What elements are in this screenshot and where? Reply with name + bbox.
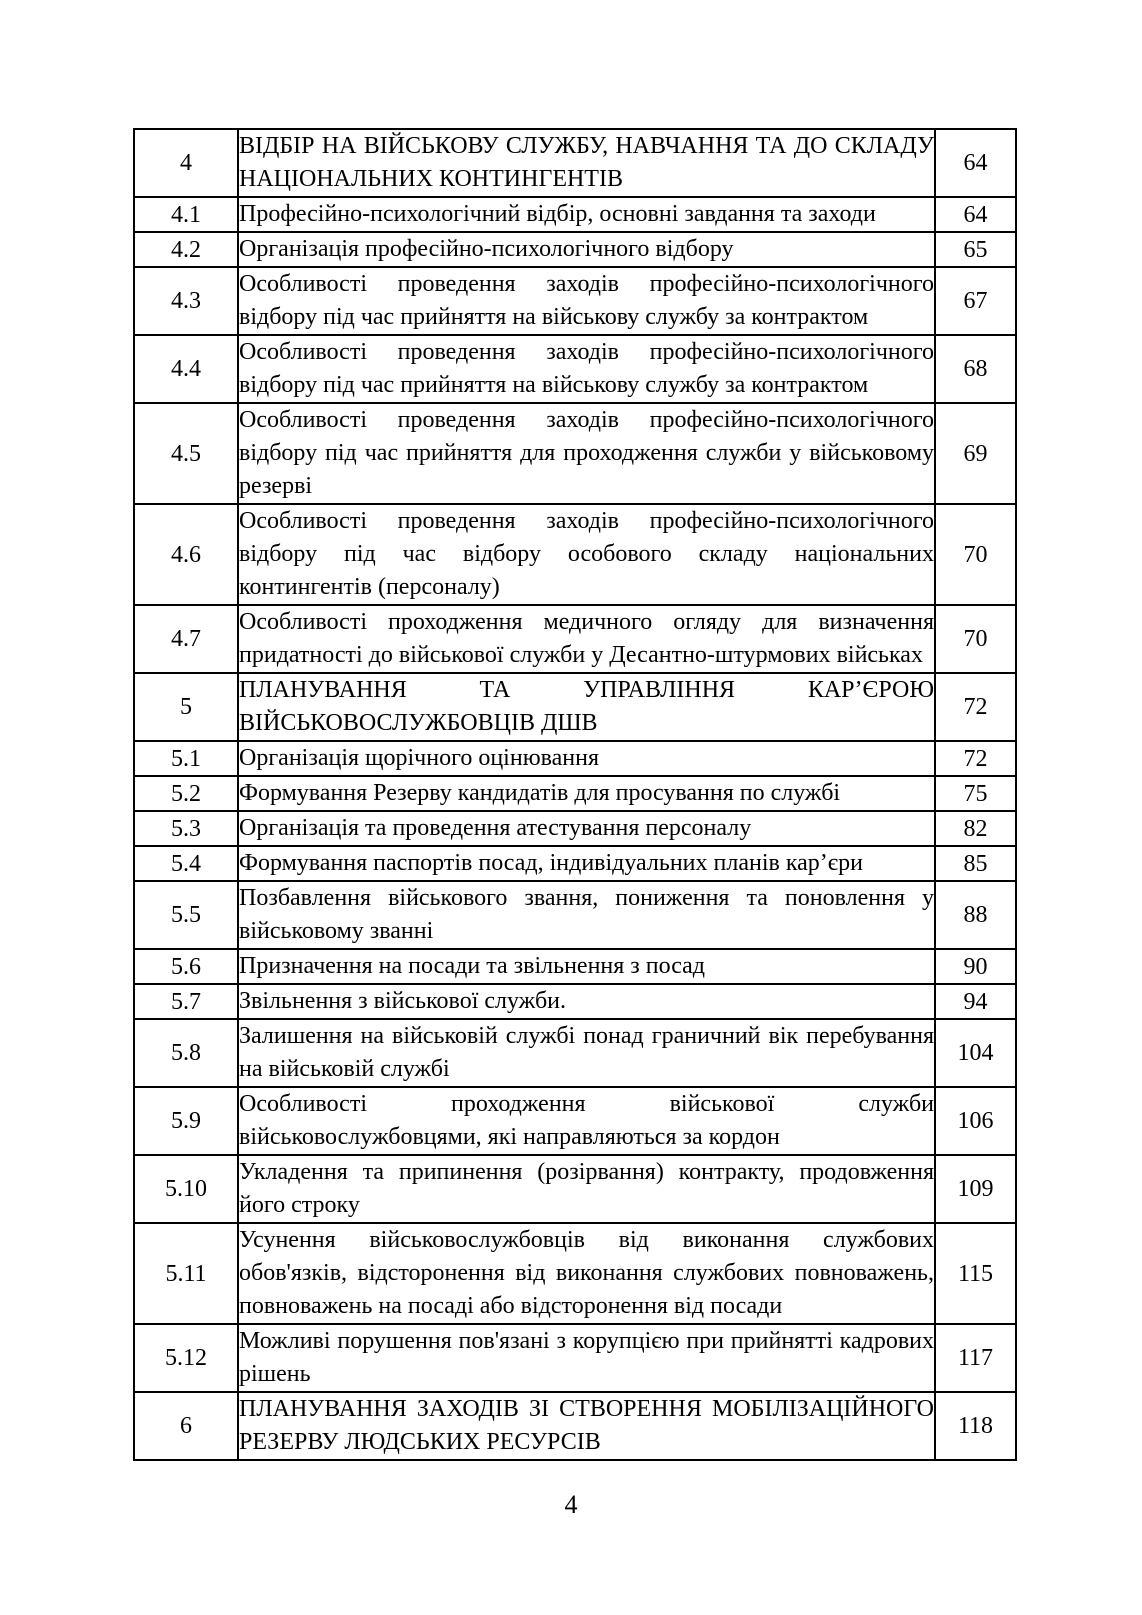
row-page-cell: 64 [935, 129, 1016, 197]
row-number-cell: 4.7 [134, 605, 238, 673]
row-number-cell: 5.12 [134, 1324, 238, 1392]
row-number-cell: 5.2 [134, 776, 238, 811]
row-page-cell: 117 [935, 1324, 1016, 1392]
table-row [134, 267, 1016, 335]
table-row [134, 1019, 1016, 1087]
table-row [134, 129, 1016, 197]
row-title-cell: Особливості проведення заходів професійно-психологічного відбору під час прийняття для проходження служби у військовому резерві [238, 403, 935, 504]
table-row [134, 949, 1016, 984]
row-number-cell: 4.2 [134, 232, 238, 267]
row-page-cell: 118 [935, 1392, 1016, 1460]
table-row [134, 403, 1016, 504]
row-page-cell: 88 [935, 881, 1016, 949]
table-row [134, 846, 1016, 881]
row-number-cell: 4.4 [134, 335, 238, 403]
table-row [134, 504, 1016, 605]
row-number-cell: 4 [134, 129, 238, 197]
row-number-cell: 5.9 [134, 1087, 238, 1155]
row-title-cell: ПЛАНУВАННЯ ТА УПРАВЛІННЯ КАР’ЄРОЮ ВІЙСЬКОВОСЛУЖБОВЦІВ ДШВ [238, 673, 935, 741]
row-title-cell: ПЛАНУВАННЯ ЗАХОДІВ ЗІ СТВОРЕННЯ МОБІЛІЗАЦІЙНОГО РЕЗЕРВУ ЛЮДСЬКИХ РЕСУРСІВ [238, 1392, 935, 1460]
row-title-cell: Особливості проходження військової служби військовослужбовцями, які направляються за кордон [238, 1087, 935, 1155]
row-title-cell: Особливості проведення заходів професійно-психологічного відбору під час прийняття на військову службу за контрактом [238, 267, 935, 335]
row-page-cell: 70 [935, 605, 1016, 673]
row-number-cell: 5.6 [134, 949, 238, 984]
row-title-cell: Залишення на військовій службі понад граничний вік перебування на військовій службі [238, 1019, 935, 1087]
table-row [134, 197, 1016, 232]
row-number-cell: 5.1 [134, 741, 238, 776]
table-row [134, 1087, 1016, 1155]
table-row [134, 881, 1016, 949]
table-row [134, 1223, 1016, 1324]
row-page-cell: 115 [935, 1223, 1016, 1324]
row-page-cell: 94 [935, 984, 1016, 1019]
table-row [134, 984, 1016, 1019]
row-number-cell: 5.7 [134, 984, 238, 1019]
row-title-cell: Формування паспортів посад, індивідуальних планів кар’єри [238, 846, 935, 881]
row-number-cell: 5.11 [134, 1223, 238, 1324]
row-page-cell: 106 [935, 1087, 1016, 1155]
row-number-cell: 4.5 [134, 403, 238, 504]
row-number-cell: 5.8 [134, 1019, 238, 1087]
table-row [134, 605, 1016, 673]
table-row [134, 1392, 1016, 1460]
row-page-cell: 85 [935, 846, 1016, 881]
table-row [134, 776, 1016, 811]
table-row [134, 335, 1016, 403]
row-number-cell: 6 [134, 1392, 238, 1460]
table-row [134, 1324, 1016, 1392]
row-number-cell: 5 [134, 673, 238, 741]
row-number-cell: 5.3 [134, 811, 238, 846]
row-title-cell: Особливості проведення заходів професійно-психологічного відбору під час прийняття на військову службу за контрактом [238, 335, 935, 403]
row-title-cell: Можливі порушення пов'язані з корупцією при прийнятті кадрових рішень [238, 1324, 935, 1392]
table-row [134, 232, 1016, 267]
row-number-cell: 4.1 [134, 197, 238, 232]
row-page-cell: 67 [935, 267, 1016, 335]
row-title-cell: Організація професійно-психологічного відбору [238, 232, 935, 267]
row-title-cell: Усунення військовослужбовців від виконання службових обов'язків, відсторонення від виконання службових повноважень, повноважень на посаді або відсторонення від посади [238, 1223, 935, 1324]
row-title-cell: Укладення та припинення (розірвання) контракту, продовження його строку [238, 1155, 935, 1223]
row-title-cell: Звільнення з військової служби. [238, 984, 935, 1019]
row-title-cell: Особливості проходження медичного огляду для визначення придатності до військової служби у Десантно-штурмових військах [238, 605, 935, 673]
row-page-cell: 75 [935, 776, 1016, 811]
row-page-cell: 64 [935, 197, 1016, 232]
row-title-cell: Організація та проведення атестування персоналу [238, 811, 935, 846]
row-title-cell: Професійно-психологічний відбір, основні завдання та заходи [238, 197, 935, 232]
row-title-cell: Позбавлення військового звання, пониження та поновлення у військовому званні [238, 881, 935, 949]
table-row [134, 741, 1016, 776]
table-row [134, 673, 1016, 741]
row-page-cell: 82 [935, 811, 1016, 846]
row-number-cell: 4.3 [134, 267, 238, 335]
row-title-cell: ВІДБІР НА ВІЙСЬКОВУ СЛУЖБУ, НАВЧАННЯ ТА ДО СКЛАДУ НАЦІОНАЛЬНИХ КОНТИНГЕНТІВ [238, 129, 935, 197]
row-page-cell: 72 [935, 741, 1016, 776]
row-title-cell: Організація щорічного оцінювання [238, 741, 935, 776]
table-of-contents-table [133, 128, 1017, 1461]
row-page-cell: 104 [935, 1019, 1016, 1087]
table-row [134, 1155, 1016, 1223]
row-page-cell: 72 [935, 673, 1016, 741]
row-number-cell: 5.10 [134, 1155, 238, 1223]
row-title-cell: Формування Резерву кандидатів для просування по службі [238, 776, 935, 811]
row-page-cell: 65 [935, 232, 1016, 267]
row-number-cell: 4.6 [134, 504, 238, 605]
row-page-cell: 109 [935, 1155, 1016, 1223]
row-title-cell: Особливості проведення заходів професійно-психологічного відбору під час відбору особового складу національних контингентів (персоналу) [238, 504, 935, 605]
row-number-cell: 5.4 [134, 846, 238, 881]
row-number-cell: 5.5 [134, 881, 238, 949]
table-of-contents-body [134, 129, 1016, 1460]
table-row [134, 811, 1016, 846]
row-page-cell: 69 [935, 403, 1016, 504]
row-page-cell: 70 [935, 504, 1016, 605]
row-page-cell: 68 [935, 335, 1016, 403]
row-page-cell: 90 [935, 949, 1016, 984]
row-title-cell: Призначення на посади та звільнення з посад [238, 949, 935, 984]
page-number: 4 [564, 1490, 578, 1519]
